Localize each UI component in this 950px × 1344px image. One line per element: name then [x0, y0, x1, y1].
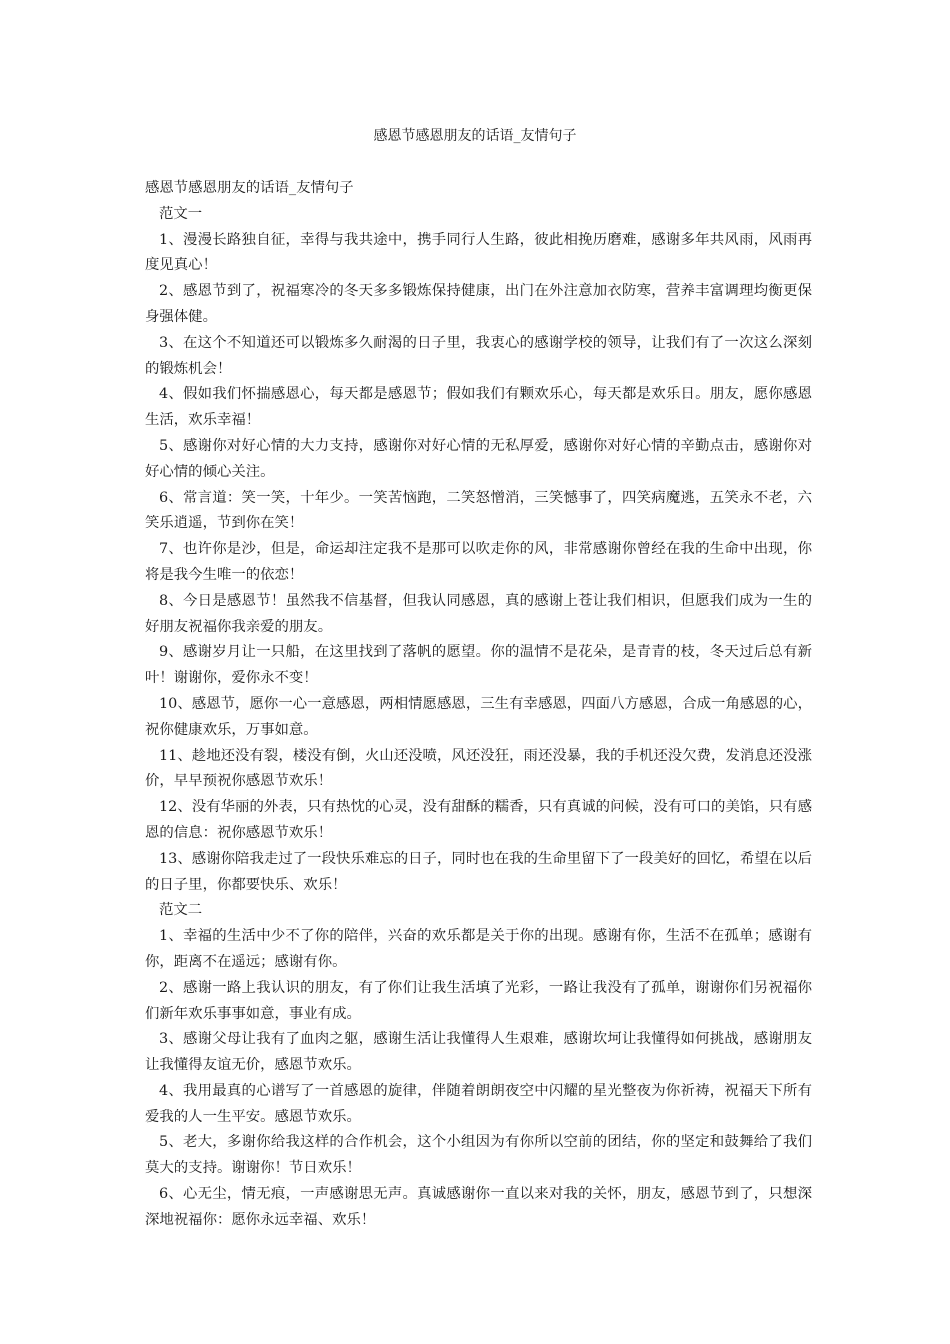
paragraph: 1、漫漫长路独自征，幸得与我共途中，携手同行人生路，彼此相挽历磨难，感谢多年共风雨，风雨再度见真心！ — [145, 231, 812, 274]
paragraph: 5、老大，多谢你给我这样的合作机会，这个小组因为有你所以空前的团结，你的坚定和鼓舞给了我们莫大的支持。谢谢你！节日欢乐！ — [145, 1134, 812, 1177]
paragraph: 3、在这个不知道还可以锻炼多久耐渴的日子里，我衷心的感谢学校的领导，让我们有了一次这么深刻的锻炼机会！ — [145, 334, 812, 377]
paragraph: 7、也许你是沙，但是，命运却注定我不是那可以吹走你的风，非常感谢你曾经在我的生命中出现，你将是我今生唯一的依恋！ — [145, 541, 812, 583]
paragraph: 5、感谢你对好心情的大力支持，感谢你对好心情的无私厚爱，感谢你对好心情的辛勤点击，感谢你对好心情的倾心关注。 — [145, 437, 812, 480]
paragraph: 6、心无尘，情无痕，一声感谢思无声。真诚感谢你一直以来对我的关怀，朋友，感恩节到了，只想深深地祝福你：愿你永远幸福、欢乐！ — [145, 1186, 812, 1228]
paragraph: 2、感谢一路上我认识的朋友，有了你们让我生活填了光彩，一路让我没有了孤单，谢谢你们另祝福你们新年欢乐事事如意，事业有成。 — [145, 979, 812, 1022]
paragraph: 3、感谢父母让我有了血肉之躯，感谢生活让我懂得人生艰难，感谢坎坷让我懂得如何挑战，感谢朋友让我懂得友谊无价，感恩节欢乐。 — [145, 1031, 812, 1074]
paragraph: 11、趁地还没有裂，楼没有倒，火山还没喷，风还没狂，雨还没暴，我的手机还没欠费，发消息还没涨价，早早预祝你感恩节欢乐！ — [145, 747, 812, 790]
paragraph: 1、幸福的生活中少不了你的陪伴，兴奋的欢乐都是关于你的出现。感谢有你，生活不在孤单；感谢有你，距离不在遥远；感谢有你。 — [145, 928, 812, 970]
paragraph: 8、今日是感恩节！虽然我不信基督，但我认同感恩，真的感谢上苍让我们相识，但愿我们成为一生的好朋友祝福你我亲爱的朋友。 — [145, 592, 812, 635]
paragraph: 10、感恩节，愿你一心一意感恩，两相情愿感恩，三生有幸感恩，四面八方感恩，合成一角感恩的心，祝你健康欢乐，万事如意。 — [145, 695, 812, 738]
paragraph: 4、我用最真的心谱写了一首感恩的旋律，伴随着朗朗夜空中闪耀的星光整夜为你祈祷，祝福天下所有爱我的人一生平安。感恩节欢乐。 — [145, 1082, 812, 1125]
paragraph: 6、常言道：笑一笑，十年少。一笑苦恼跑，二笑怒憎消，三笑憾事了，四笑病魔逃，五笑永不老，六笑乐逍遥，节到你在笑！ — [145, 489, 812, 532]
section-label-1: 范文一 — [159, 205, 203, 222]
paragraph: 4、假如我们怀揣感恩心，每天都是感恩节；假如我们有颗欢乐心，每天都是欢乐日。朋友，愿你感恩生活，欢乐幸福！ — [145, 386, 812, 429]
section-label-2: 范文二 — [159, 902, 203, 919]
document-title: 感恩节感恩朋友的话语_友情句子 — [373, 128, 577, 144]
paragraph: 2、感恩节到了，祝福寒冷的冬天多多锻炼保持健康，出门在外注意加衣防寒，营养丰富调理均衡更保身强体健。 — [145, 283, 812, 325]
paragraph: 9、感谢岁月让一只船，在这里找到了落帆的愿望。你的温情不是花朵，是青青的枝，冬天过后总有新叶！谢谢你，爱你永不变！ — [145, 644, 812, 687]
document-body — [145, 176, 812, 1234]
paragraph: 12、没有华丽的外表，只有热忱的心灵，没有甜酥的糯香，只有真诚的问候，没有可口的美馅，只有感恩的信息：祝你感恩节欢乐！ — [145, 799, 812, 841]
paragraph: 13、感谢你陪我走过了一段快乐难忘的日子，同时也在我的生命里留下了一段美好的回忆，希望在以后的日子里，你都要快乐、欢乐！ — [145, 850, 812, 893]
document-subtitle: 感恩节感恩朋友的话语_友情句子 — [145, 180, 354, 196]
